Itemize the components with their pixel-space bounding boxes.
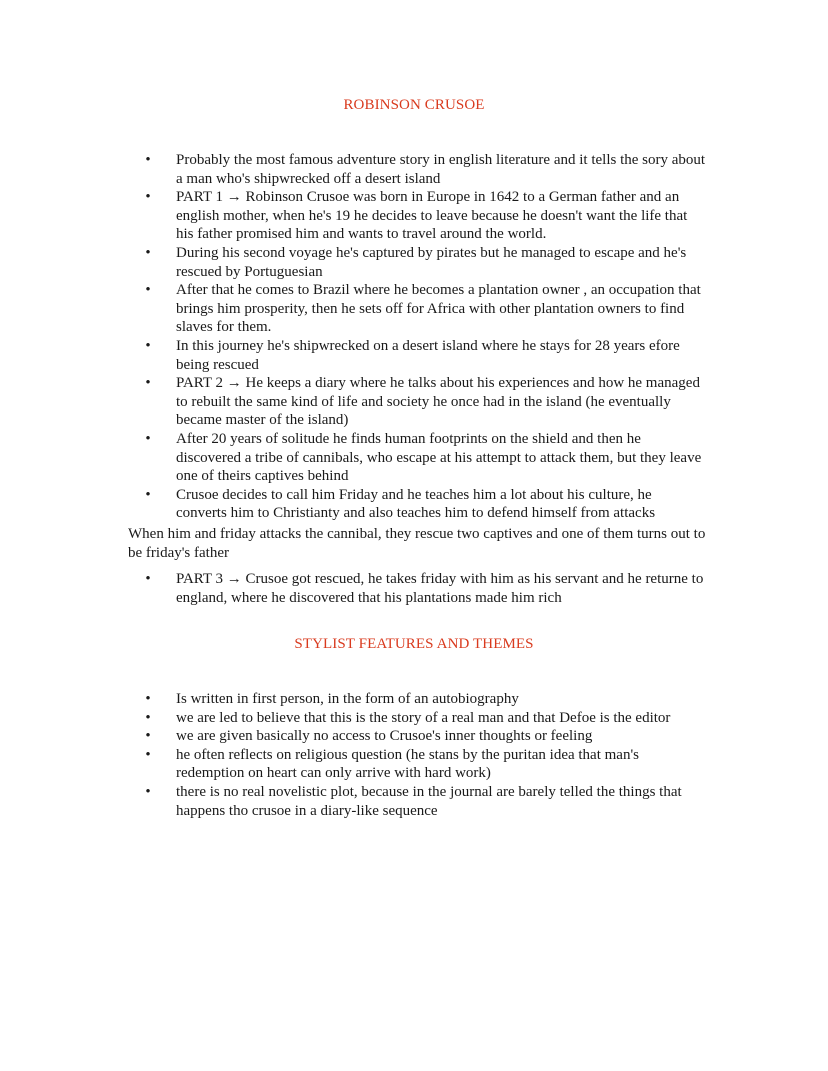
bullet-icon: • <box>145 282 151 299</box>
list-item <box>0 151 706 188</box>
part3-bullet-list <box>0 570 828 607</box>
body-paragraph: When him and friday attacks the cannibal, they rescue two captives and one of them turns out to be friday's father <box>128 526 706 561</box>
list-item <box>0 281 706 337</box>
section-heading: STYLIST FEATURES AND THEMES <box>294 636 534 652</box>
list-item-text: Probably the most famous adventure story in english literature and it tells the sory about a man who's shipwrecked off a desert island <box>176 152 706 187</box>
list-item-text: he often reflects on religious question (he stans by the puritan idea that man's redemption on heart can only arrive with hard work) <box>176 746 639 782</box>
list-item-text: we are led to believe that this is the story of a real man and that Defoe is the editor <box>176 709 671 726</box>
list-item <box>0 783 706 820</box>
list-item-text: Crusoe decides to call him Friday and he teaches him a lot about his culture, he converts him to Christianty and also teaches him to defend himself from attacks <box>176 486 656 522</box>
list-item-text: we are given basically no access to Crusoe's inner thoughts or feeling <box>176 728 593 745</box>
list-item <box>0 430 706 486</box>
bullet-icon: • <box>145 709 151 726</box>
list-item <box>0 690 706 709</box>
bullet-icon: • <box>145 430 151 447</box>
bullet-icon: • <box>145 691 151 707</box>
list-item-text: After that he comes to Brazil where he becomes a plantation owner , an occupation that brings him prosperity, then he sets off for Africa with other plantation owners to find slaves for them. <box>176 282 701 336</box>
list-item-text: there is no real novelistic plot, because in the journal are barely telled the things that happens tho crusoe in a diary-like sequence <box>176 783 682 819</box>
list-item-text: PART 1 → Robinson Crusoe was born in Europe in 1642 to a German father and an english mother, when he's 19 he decides to leave because he doesn't want the life that his father promised him and wants to travel around the world. <box>176 189 688 243</box>
bullet-icon: • <box>145 728 151 745</box>
bullet-icon: • <box>145 152 151 168</box>
list-item-text: During his second voyage he's captured by pirates but he managed to escape and he's rescued by Portuguesian <box>176 244 687 280</box>
list-item-text: Is written in first person, in the form of an autobiography <box>176 691 519 707</box>
list-item-text: PART 2 → He keeps a diary where he talks about his experiences and how he managed to rebuilt the same kind of life and society he once had in the island (he eventually became master of the island) <box>176 375 700 429</box>
bullet-icon: • <box>145 244 151 261</box>
list-item <box>0 746 706 783</box>
features-bullet-list <box>0 690 828 820</box>
bullet-icon: • <box>145 189 151 206</box>
plot-bullet-list <box>0 151 828 523</box>
list-item <box>0 337 706 374</box>
bullet-icon: • <box>145 486 151 503</box>
list-item <box>0 188 706 244</box>
list-item-text: In this journey he's shipwrecked on a desert island where he stays for 28 years efore being rescued <box>176 337 680 373</box>
list-item <box>0 570 706 607</box>
bullet-icon: • <box>145 746 151 763</box>
list-item-text: PART 3 → Crusoe got rescued, he takes friday with him as his servant and he returne to england, where he discovered that his plantations made him rich <box>176 571 704 606</box>
bullet-icon: • <box>145 571 151 587</box>
list-item <box>0 709 706 728</box>
bullet-icon: • <box>145 375 151 392</box>
list-item <box>0 374 706 430</box>
bullet-icon: • <box>145 337 151 354</box>
page-title: ROBINSON CRUSOE <box>343 97 485 113</box>
list-item <box>0 727 706 746</box>
list-item <box>0 486 706 523</box>
list-item-text: After 20 years of solitude he finds human footprints on the shield and then he discovered a tribe of cannibals, who escape at his attempt to attack them, but they leave one of theirs captives behind <box>176 430 702 485</box>
bullet-icon: • <box>145 783 151 800</box>
list-item <box>0 244 706 281</box>
